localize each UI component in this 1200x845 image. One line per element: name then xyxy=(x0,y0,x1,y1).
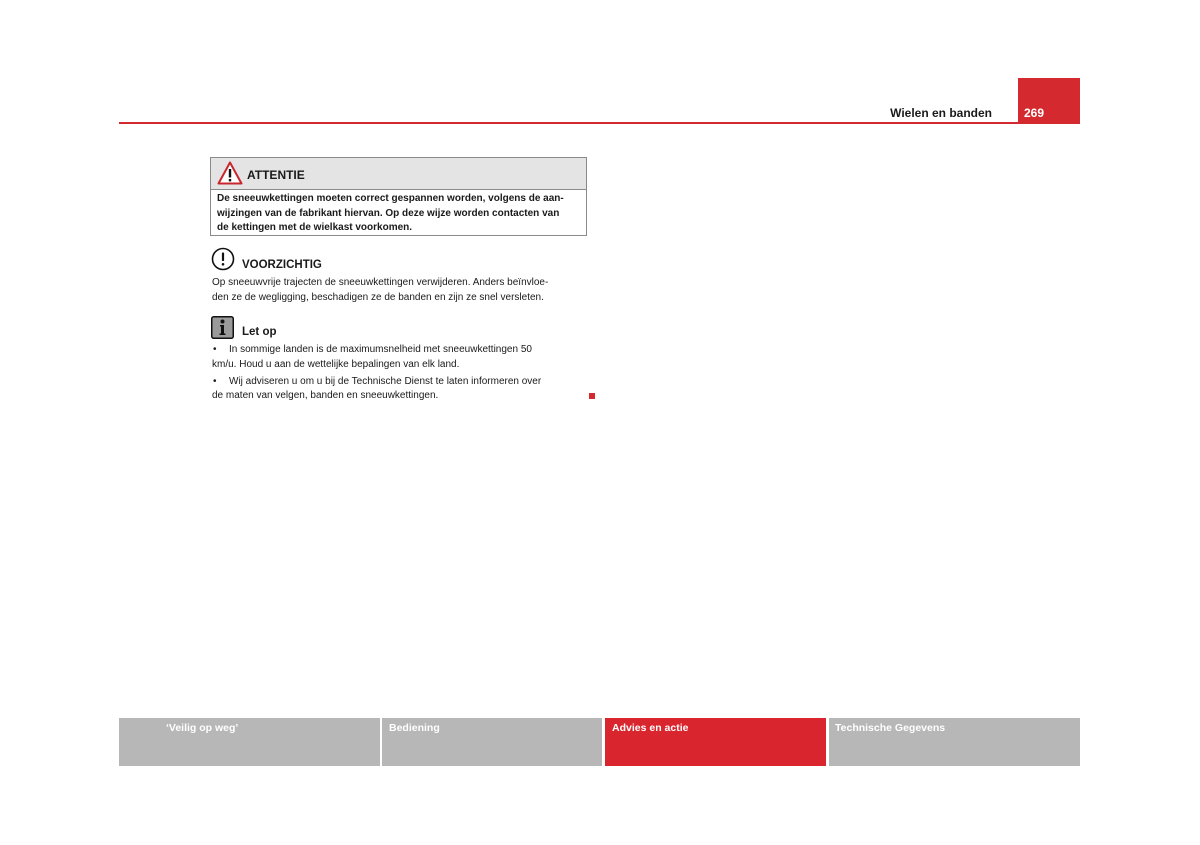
list-item-line: km/u. Houd u aan de wettelijke bepalingen van elk land. xyxy=(212,358,460,370)
footer-tab-label: Technische Gegevens xyxy=(835,722,946,734)
warning-text xyxy=(217,192,564,236)
note-list xyxy=(212,343,541,406)
footer-tab-technische-gegevens xyxy=(829,718,1080,766)
footer-tab-veilig-op-weg xyxy=(119,718,380,766)
exclamation-circle-icon xyxy=(211,247,235,271)
footer-tab-label: Advies en actie xyxy=(612,722,689,734)
page-number-box xyxy=(1018,78,1080,123)
section-title: Wielen en banden xyxy=(890,106,992,120)
footer-tab-advies-en-actie xyxy=(605,718,826,766)
header-rule xyxy=(119,122,1080,124)
warning-line: De sneeuwkettingen moeten correct gespannen worden, volgens de aan- xyxy=(217,193,564,204)
list-item xyxy=(212,343,541,372)
footer-tab-bediening xyxy=(382,718,602,766)
list-item-line: • Wij adviseren u om u bij de Technische Dienst te laten informeren over xyxy=(212,375,541,390)
warning-triangle-icon xyxy=(217,161,243,185)
warning-line: wijzingen van de fabrikant hiervan. Op deze wijze worden contacten van xyxy=(217,207,560,219)
note-title: Let op xyxy=(242,326,277,338)
warning-header xyxy=(211,158,586,190)
section-end-marker xyxy=(589,393,595,399)
caution-line: den ze de wegligging, beschadigen ze de banden en zijn ze snel versleten. xyxy=(212,292,544,303)
list-item-line: • In sommige landen is de maximumsnelheid met sneeuwkettingen 50 xyxy=(212,343,541,358)
list-item xyxy=(212,375,541,404)
page-number: 269 xyxy=(1024,106,1045,120)
list-item-line: de maten van velgen, banden en sneeuwkettingen. xyxy=(212,390,439,401)
footer-tab-label: ‘Veilig op weg’ xyxy=(166,722,239,734)
caution-text xyxy=(212,275,548,305)
warning-title: ATTENTIE xyxy=(247,168,305,182)
caution-title: VOORZICHTIG xyxy=(242,259,322,271)
footer-tab-label: Bediening xyxy=(389,722,440,734)
warning-line: de kettingen met de wielkast voorkomen. xyxy=(217,222,413,233)
warning-box xyxy=(210,157,587,236)
info-icon xyxy=(211,316,234,339)
caution-line: Op sneeuwvrije trajecten de sneeuwkettingen verwijderen. Anders beïnvloe- xyxy=(212,277,549,288)
